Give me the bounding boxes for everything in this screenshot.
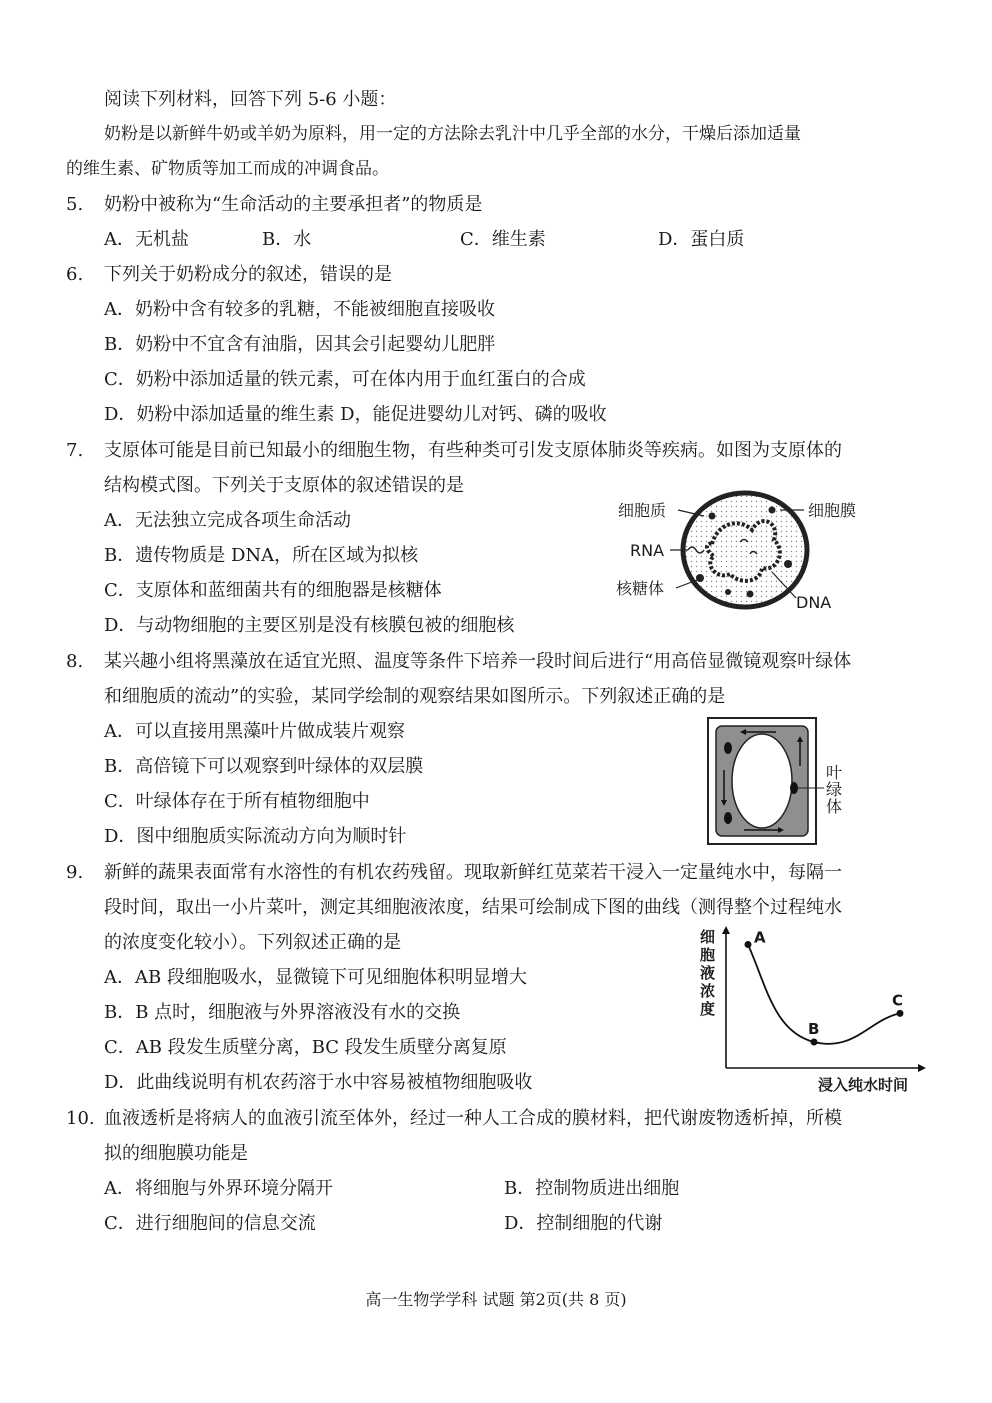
material-line-2: 的维生素、矿物质等加工而成的冲调食品。	[66, 159, 389, 179]
q5-option-b: B．水	[262, 229, 312, 250]
q10-option-b: B．控制物质进出细胞	[504, 1178, 680, 1199]
q6-option-d: D．奶粉中添加适量的维生素 D，能促进婴幼儿对钙、磷的吸收	[104, 404, 607, 425]
ribosome-dot	[784, 560, 792, 568]
page-footer: 高一生物学学科 试题 第2页(共 8 页)	[365, 1290, 627, 1309]
q7-option-c: C．支原体和蓝细菌共有的细胞器是核糖体	[104, 580, 442, 601]
chloroplast-dot	[724, 812, 732, 824]
point-b-label: B	[808, 1020, 820, 1038]
q8-option-b: B．高倍镜下可以观察到叶绿体的双层膜	[104, 756, 424, 777]
q7-option-b: B．遗传物质是 DNA，所在区域为拟核	[104, 545, 419, 566]
q10-option-a: A．将细胞与外界环境分隔开	[104, 1178, 333, 1199]
rna-label: RNA	[630, 541, 665, 560]
chloroplast-label-char-3: 体	[826, 797, 843, 816]
q5-stem: 奶粉中被称为“生命活动的主要承担者”的物质是	[104, 194, 483, 215]
q8-number: 8.	[66, 651, 84, 672]
q6-number: 6.	[66, 264, 84, 285]
q9-stem-line-2: 段时间，取出一小片菜叶，测定其细胞液浓度，结果可绘制成下图的曲线（测得整个过程纯水	[104, 897, 842, 918]
q8-option-d: D．图中细胞质实际流动方向为顺时针	[104, 826, 407, 847]
q8-option-a: A．可以直接用黑藻叶片做成装片观察	[104, 721, 405, 742]
chloroplast-dot	[724, 742, 732, 754]
chloroplast-label-char-2: 绿	[826, 780, 843, 799]
q10-number: 10.	[66, 1108, 95, 1129]
q6-option-a: A．奶粉中含有较多的乳糖，不能被细胞直接吸收	[104, 299, 495, 320]
q6-option-c: C．奶粉中添加适量的铁元素，可在体内用于血红蛋白的合成	[104, 369, 586, 390]
q10-stem-line-1: 血液透析是将病人的血液引流至体外，经过一种人工合成的膜材料，把代谢废物透析掉，所模	[104, 1108, 842, 1129]
point-a	[745, 941, 752, 948]
vacuole	[732, 734, 792, 828]
q10-stem-line-2: 拟的细胞膜功能是	[104, 1143, 248, 1164]
q7-stem-line-1: 支原体可能是目前已知最小的细胞生物，有些种类可引发支原体肺炎等疾病。如图为支原体的	[104, 440, 842, 461]
point-b	[811, 1039, 818, 1046]
y-label-char-3: 液	[700, 964, 716, 982]
y-label-char-4: 浓	[700, 982, 716, 1000]
q9-option-c: C．AB 段发生质壁分离，BC 段发生质壁分离复原	[104, 1037, 507, 1058]
q10-option-d: D．控制细胞的代谢	[504, 1213, 663, 1234]
ribosome-dot	[709, 513, 716, 520]
point-a-label: A	[754, 928, 766, 947]
q8-stem-line-2: 和细胞质的流动”的实验，某同学绘制的观察结果如图所示。下列叙述正确的是	[104, 686, 726, 707]
q9-stem-line-1: 新鲜的蔬果表面常有水溶性的有机农药残留。现取新鲜红苋菜若干浸入一定量纯水中，每隔一	[104, 862, 842, 883]
y-label-char-2: 胞	[700, 946, 716, 964]
material-line-1: 奶粉是以新鲜牛奶或羊奶为原料，用一定的方法除去乳汁中几乎全部的水分，干燥后添加适量	[104, 124, 801, 144]
q8-option-c: C．叶绿体存在于所有植物细胞中	[104, 791, 370, 812]
q7-option-d: D．与动物细胞的主要区别是没有核膜包被的细胞核	[104, 615, 515, 636]
q5-option-a: A．无机盐	[104, 229, 189, 250]
point-c	[897, 1010, 904, 1017]
dna-label: DNA	[796, 593, 832, 612]
y-label-char-1: 细	[700, 928, 716, 946]
concentration-chart	[694, 926, 934, 1096]
q10-option-c: C．进行细胞间的信息交流	[104, 1213, 316, 1234]
y-label-char-5: 度	[700, 1000, 716, 1018]
q9-option-d: D．此曲线说明有机农药溶于水中容易被植物细胞吸收	[104, 1072, 533, 1093]
ribosome-dot	[769, 507, 776, 514]
q6-option-b: B．奶粉中不宜含有油脂，因其会引起婴幼儿肥胖	[104, 334, 496, 355]
ribosome-dot	[696, 574, 704, 582]
q6-stem: 下列关于奶粉成分的叙述，错误的是	[104, 264, 392, 285]
q9-option-a: A．AB 段细胞吸水，显微镜下可见细胞体积明显增大	[104, 967, 527, 988]
chloroplast-dot	[790, 782, 798, 794]
q5-option-d: D．蛋白质	[658, 229, 745, 250]
concentration-curve	[748, 945, 900, 1044]
mycoplasma-diagram	[600, 480, 880, 620]
q9-number: 9.	[66, 862, 84, 883]
chloroplast-label-char-1: 叶	[826, 763, 843, 782]
q5-number: 5.	[66, 194, 84, 215]
membrane-label: 细胞膜	[808, 501, 857, 520]
q9-option-b: B．B 点时，细胞液与外界溶液没有水的交换	[104, 1002, 461, 1023]
ribosome-dot	[747, 591, 754, 598]
q5-option-c: C．维生素	[460, 229, 546, 250]
plant-cell-diagram	[706, 716, 856, 848]
q7-option-a: A．无法独立完成各项生命活动	[104, 510, 351, 531]
q8-stem-line-1: 某兴趣小组将黑藻放在适宜光照、温度等条件下培养一段时间后进行“用高倍显微镜观察叶绿体	[104, 651, 852, 672]
x-axis-label: 浸入纯水时间	[818, 1076, 909, 1094]
ribosome-label: 核糖体	[616, 579, 665, 598]
q9-stem-line-3: 的浓度变化较小）。下列叙述正确的是	[104, 932, 401, 953]
reading-instruction: 阅读下列材料，回答下列 5-6 小题：	[104, 89, 397, 110]
q7-number: 7.	[66, 440, 84, 461]
point-c-label: C	[892, 991, 904, 1010]
cytoplasm-label: 细胞质	[618, 501, 667, 520]
q7-stem-line-2: 结构模式图。下列关于支原体的叙述错误的是	[104, 475, 464, 496]
ribosome-dot	[725, 589, 731, 595]
